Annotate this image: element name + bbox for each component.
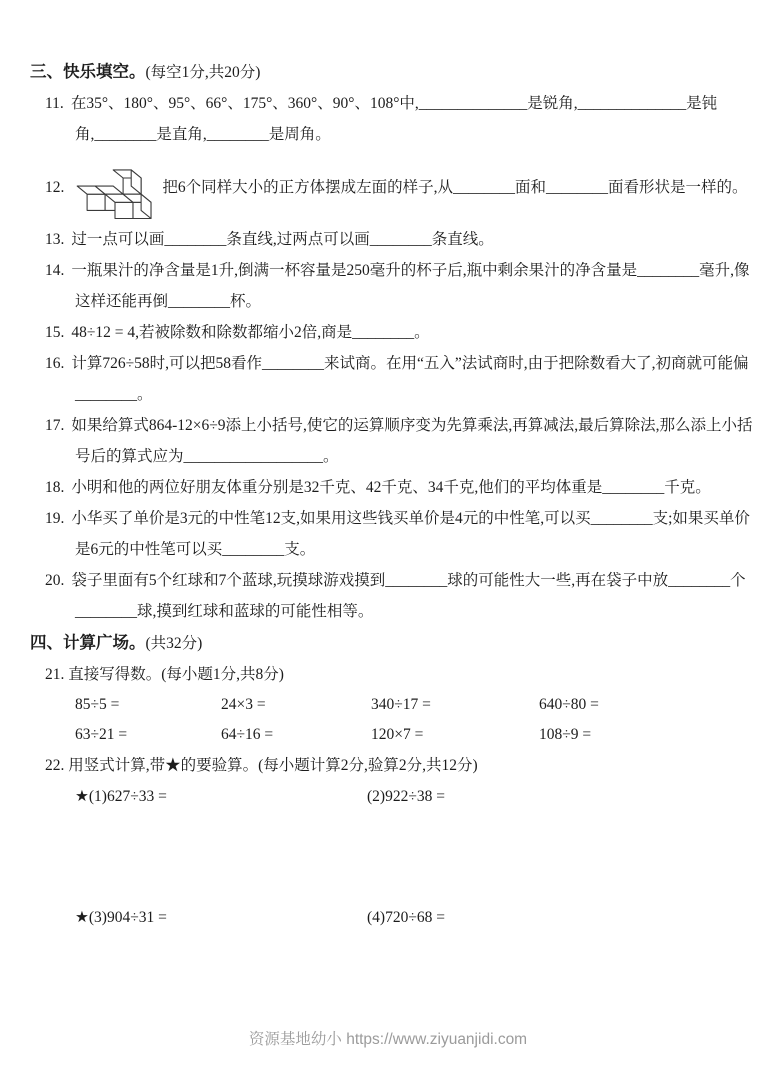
item-number: 11.: [45, 95, 64, 112]
equation: (4)720÷68 =: [367, 909, 445, 926]
equation: (2)922÷38 =: [367, 788, 445, 805]
item-number: 15.: [45, 324, 65, 341]
item-text: 一瓶果汁的净含量是1升,倒满一杯容量是250毫升的杯子后,瓶中剩余果汁的净含量是________毫升,像这样还能再倒________杯。: [71, 262, 750, 310]
footer-watermark: 资源基地幼小 https://www.ziyuanjidi.com: [248, 1031, 528, 1048]
item-number: 12.: [45, 178, 65, 196]
item-number: 18.: [45, 479, 65, 496]
item-number: 14.: [45, 262, 65, 279]
equation: 340÷17 =: [371, 696, 431, 713]
item-text: 过一点可以画________条直线,过两点可以画________条直线。: [71, 231, 494, 248]
equation: 24×3 =: [221, 696, 266, 713]
item-text: 把6个同样大小的正方体摆成左面的样子,从________面和________面看形状是一样的。: [162, 178, 748, 196]
cube-figure: [73, 151, 157, 223]
fill-item-12: [45, 150, 762, 224]
section4-heading: [30, 627, 762, 659]
section4-title: 四、计算广场。: [30, 633, 146, 652]
question21-label: 21. 直接写得数。(每小题1分,共8分): [45, 666, 284, 683]
equation: 640÷80 =: [539, 696, 599, 713]
section3-title: 三、快乐填空。: [30, 62, 146, 81]
equation: 64÷16 =: [221, 726, 274, 743]
fill-item-11: [45, 88, 762, 150]
item-number: 20.: [45, 572, 65, 589]
fill-item-15: [45, 317, 762, 348]
item-text: 48÷12 = 4,若被除数和除数都缩小2倍,商是________。: [71, 324, 430, 341]
question22-row2: [75, 902, 762, 933]
item-number: 16.: [45, 355, 65, 372]
item-text: 在35°、180°、95°、66°、175°、360°、90°、108°中,______________是锐角,______________是钝角,________是直角,________是周角。: [70, 95, 718, 143]
equation: 85÷5 =: [75, 696, 120, 713]
item-text: 小明和他的两位好朋友体重分别是32千克、42千克、34千克,他们的平均体重是________千克。: [71, 479, 711, 496]
question21-problems: [75, 690, 762, 750]
fill-item-13: [45, 224, 762, 255]
fill-item-20: [45, 565, 762, 627]
item-number: 19.: [45, 510, 65, 527]
item-text: 计算726÷58时,可以把58看作________来试商。在用“五入”法试商时,由于把除数看大了,初商就可能偏________。: [71, 355, 749, 403]
item-text: 小华买了单价是3元的中性笔12支,如果用这些钱买单价是4元的中性笔,可以买________支;如果买单价是6元的中性笔可以买________支。: [71, 510, 750, 558]
section3-heading: [30, 56, 762, 88]
equation: ★(3)904÷31 =: [75, 909, 167, 926]
question22-row1: [75, 781, 762, 812]
item-text: 如果给算式864-12×6÷9添上小括号,使它的运算顺序变为先算乘法,再算减法,最后算除法,那么添上小括号后的算式应为__________________。: [71, 417, 753, 465]
fill-item-16: [45, 348, 762, 410]
equation: 108÷9 =: [539, 726, 592, 743]
fill-item-19: [45, 503, 762, 565]
item-number: 17.: [45, 417, 65, 434]
equation: 120×7 =: [371, 726, 424, 743]
section3-score-note: (每空1分,共20分): [145, 64, 261, 81]
item-text: 袋子里面有5个红球和7个蓝球,玩摸球游戏摸到________球的可能性大一些,再在袋子中放________个________球,摸到红球和蓝球的可能性相等。: [71, 572, 746, 620]
fill-item-18: [45, 472, 762, 503]
item-number: 13.: [45, 231, 65, 248]
fill-item-17: [45, 410, 762, 472]
section4-score-note: (共32分): [145, 635, 203, 652]
equation: ★(1)627÷33 =: [75, 788, 167, 805]
equation: 63÷21 =: [75, 726, 128, 743]
question22-label: 22. 用竖式计算,带★的要验算。(每小题计算2分,验算2分,共12分): [45, 757, 478, 774]
fill-item-14: [45, 255, 762, 317]
